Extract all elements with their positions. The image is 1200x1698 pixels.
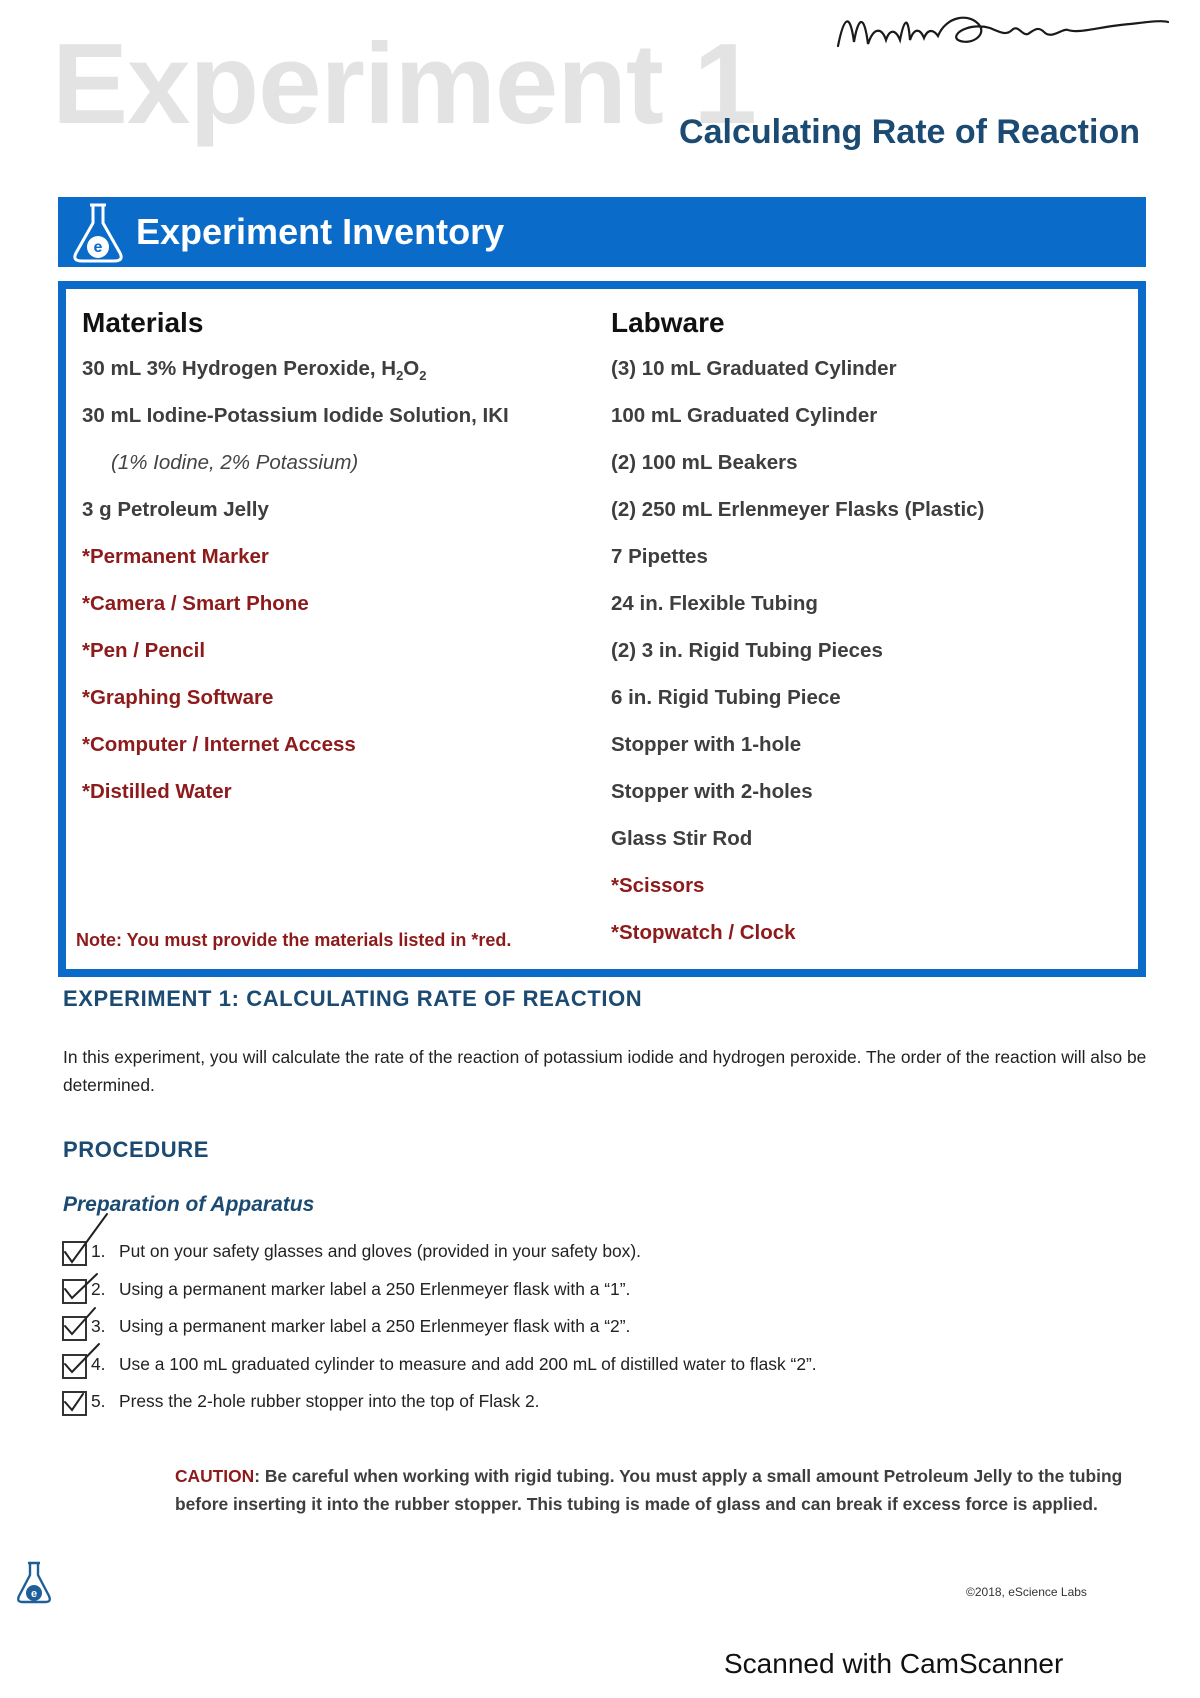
labware-item-text: 6 in. Rigid Tubing Piece: [611, 686, 841, 709]
labware-item-text: Stopper with 1-hole: [611, 733, 802, 756]
step-number: 3.: [91, 1316, 106, 1336]
handwritten-signature: [830, 6, 1170, 56]
subscript: 2: [419, 368, 427, 384]
materials-item-text: *Permanent Marker: [82, 545, 269, 568]
experiment-section-title: EXPERIMENT 1: CALCULATING RATE OF REACTION: [63, 986, 643, 1011]
labware-item-text: 24 in. Flexible Tubing: [611, 592, 818, 615]
materials-item-text: 3 g Petroleum Jelly: [82, 498, 269, 521]
materials-item: [82, 449, 509, 496]
experiment-watermark: Experiment 1: [52, 21, 756, 148]
labware-item-text: (2) 250 mL Erlenmeyer Flasks (Plastic): [611, 498, 985, 521]
labware-item: [611, 590, 984, 637]
step-number: 4.: [91, 1353, 106, 1374]
labware-item-text: 7 Pipettes: [611, 545, 708, 568]
labware-item-text: (2) 3 in. Rigid Tubing Pieces: [611, 639, 883, 662]
labware-item: [611, 684, 984, 731]
materials-item: [82, 496, 509, 543]
labware-item-text: *Scissors: [611, 874, 705, 897]
materials-item-text: *Camera / Smart Phone: [82, 592, 309, 615]
labware-item: [611, 543, 984, 590]
caution-label: CAUTION: [175, 1466, 255, 1486]
labware-item: [611, 355, 984, 402]
labware-item-text: 100 mL Graduated Cylinder: [611, 404, 878, 427]
svg-text:e: e: [93, 239, 103, 256]
labware-item: [611, 496, 984, 543]
step-number: 2.: [91, 1278, 106, 1299]
labware-item: [611, 449, 984, 496]
step-text: Put on your safety glasses and gloves (provided in your safety box).: [119, 1241, 641, 1261]
labware-item: [611, 402, 984, 449]
inventory-header: [58, 197, 1146, 267]
preparation-title: Preparation of Apparatus: [63, 1193, 315, 1216]
labware-item: [611, 872, 984, 919]
labware-item: [611, 731, 984, 778]
labware-item: [611, 778, 984, 825]
materials-item: [82, 778, 509, 825]
subscript: 2: [396, 368, 404, 384]
materials-heading: Materials: [82, 307, 204, 338]
step-text: Use a 100 mL graduated cylinder to measure and add 200 mL of distilled water to flask “2”.: [119, 1353, 817, 1374]
footer-flask-logo-icon: [14, 1560, 54, 1604]
labware-item: [611, 825, 984, 872]
step-number: 5.: [91, 1391, 106, 1411]
materials-item-text: *Computer / Internet Access: [82, 733, 356, 756]
labware-list: [611, 355, 984, 966]
materials-item: [82, 402, 509, 449]
materials-list: [82, 355, 509, 825]
materials-item: [82, 355, 509, 402]
materials-item: [82, 590, 509, 637]
inventory-title: Experiment Inventory: [136, 211, 505, 252]
materials-item: [82, 731, 509, 778]
camscanner-footer: Scanned with CamScanner: [724, 1648, 1064, 1679]
step-text: Press the 2-hole rubber stopper into the top of Flask 2.: [119, 1391, 540, 1411]
materials-item: [82, 637, 509, 684]
materials-item-text: *Distilled Water: [82, 780, 232, 803]
labware-heading: Labware: [611, 307, 725, 338]
copyright-text: ©2018, eScience Labs: [966, 1585, 1087, 1599]
labware-item-text: (3) 10 mL Graduated Cylinder: [611, 357, 897, 380]
materials-item-text: (1% Iodine, 2% Potassium): [111, 451, 359, 474]
materials-item: [82, 684, 509, 731]
materials-item-text: *Graphing Software: [82, 686, 274, 709]
materials-item-text: *Pen / Pencil: [82, 639, 206, 662]
materials-item: [82, 543, 509, 590]
formula-part: O: [403, 357, 420, 380]
labware-item-text: (2) 100 mL Beakers: [611, 451, 798, 474]
labware-item: [611, 919, 984, 966]
handwritten-checkmarks: [55, 1212, 135, 1422]
svg-text:e: e: [30, 1588, 38, 1600]
procedure-title: PROCEDURE: [63, 1137, 209, 1162]
labware-item: [611, 637, 984, 684]
inventory-box: [58, 281, 1146, 977]
materials-item-text: 30 mL 3% Hydrogen Peroxide, H: [82, 357, 397, 380]
labware-item-text: *Stopwatch / Clock: [611, 921, 796, 944]
escience-flask-icon: [68, 201, 128, 263]
materials-item-text: 30 mL Iodine-Potassium Iodide Solution, IKI: [82, 404, 509, 427]
caution-note: [175, 1462, 1147, 1518]
caution-text: : Be careful when working with rigid tubing. You must apply a small amount Petroleum Jelly to the tubing before inserting it into the rubber stopper. This tubing is made of glass and can break if excess force is applied.: [175, 1466, 1123, 1514]
step-number: 1.: [91, 1241, 106, 1261]
intro-paragraph: In this experiment, you will calculate the rate of the reaction of potassium iodide and hydrogen peroxide. The order of the reaction will also be determined.: [63, 1047, 1147, 1095]
required-materials-note: Note: You must provide the materials listed in *red.: [76, 930, 512, 950]
page-subtitle: Calculating Rate of Reaction: [679, 113, 1140, 151]
labware-item-text: Stopper with 2-holes: [611, 780, 813, 803]
labware-item-text: Glass Stir Rod: [611, 827, 753, 850]
step-text: Using a permanent marker label a 250 Erlenmeyer flask with a “2”.: [119, 1316, 631, 1336]
step-text: Using a permanent marker label a 250 Erlenmeyer flask with a “1”.: [119, 1278, 631, 1299]
